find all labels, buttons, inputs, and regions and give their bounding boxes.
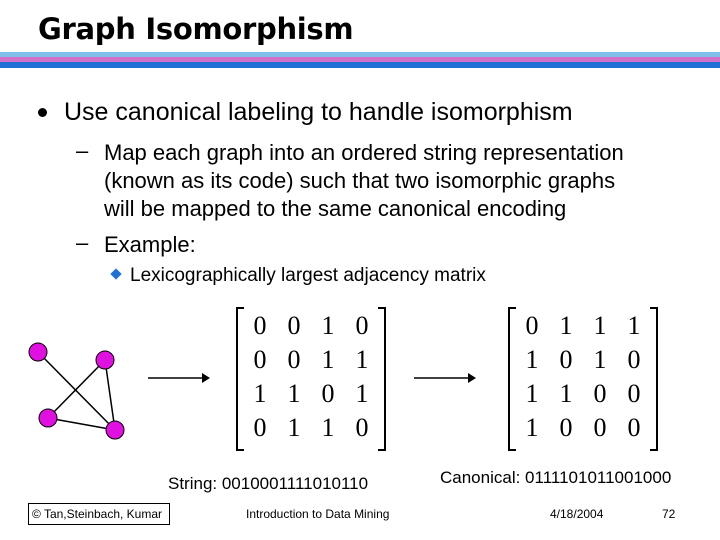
matrix-cell: 0 (593, 379, 607, 408)
graph-edge (48, 360, 105, 418)
dash-1: – (76, 138, 89, 163)
bullet-main-text: Use canonical labeling to handle isomorphism (64, 98, 573, 126)
canonical-code: Canonical: 0111101011001000 (440, 468, 672, 487)
bullet-dot-icon (38, 108, 47, 117)
matrix-cell: 0 (525, 311, 539, 340)
adjacency-matrix-original (236, 307, 386, 447)
graph-edge (105, 360, 115, 430)
dash-2: – (76, 230, 89, 255)
adjacency-matrix-canonical (508, 307, 658, 447)
matrix-cell: 1 (321, 311, 335, 340)
matrix-cell: 0 (559, 345, 573, 374)
matrix-cell: 1 (559, 379, 573, 408)
string-code: String: 0010001111010110 (168, 474, 369, 493)
matrix-bracket-left (236, 307, 244, 451)
footer-date: 4/18/2004 (550, 507, 604, 521)
title-rule-bottom (0, 62, 720, 68)
sub-bullet-1-line-2: (known as its code) such that two isomorphic graphs (104, 168, 616, 193)
matrix-cell: 1 (253, 379, 267, 408)
matrix-cell: 0 (287, 311, 301, 340)
matrix-bracket-right (650, 307, 658, 451)
diamond-bullet-icon (110, 268, 121, 279)
matrix-cell: 0 (559, 413, 573, 442)
matrix-cell: 1 (287, 379, 301, 408)
matrix-bracket-right (378, 307, 386, 451)
matrix-cell: 1 (321, 345, 335, 374)
matrix-cell: 0 (287, 345, 301, 374)
matrix-cell: 0 (627, 345, 641, 374)
matrix-cell: 0 (355, 413, 369, 442)
matrix-cell: 0 (253, 345, 267, 374)
matrix-cell: 0 (321, 379, 335, 408)
arrow-right-icon (148, 370, 210, 386)
footer-page-number: 72 (662, 507, 676, 521)
matrix-cell: 0 (253, 311, 267, 340)
matrix-cell: 1 (287, 413, 301, 442)
matrix-cell: 0 (253, 413, 267, 442)
matrix-cell: 0 (355, 311, 369, 340)
slide-title: Graph Isomorphism (38, 12, 354, 46)
graph-node (39, 409, 57, 427)
matrix-cell: 0 (627, 413, 641, 442)
matrix-cell: 1 (525, 413, 539, 442)
matrix-cell: 1 (593, 311, 607, 340)
footer-authors: © Tan,Steinbach, Kumar (32, 507, 163, 521)
sub-bullet-1-line-3: will be mapped to the same canonical encoding (104, 196, 567, 221)
sub-bullet-2: Example: (104, 232, 196, 257)
graph-diagram (20, 330, 140, 440)
matrix-cell: 1 (355, 345, 369, 374)
matrix-cell: 1 (525, 379, 539, 408)
matrix-cell: 1 (321, 413, 335, 442)
sub-bullet-1-line-1: Map each graph into an ordered string representation (104, 140, 624, 165)
sub-sub-bullet-text: Lexicographically largest adjacency matrix (130, 265, 486, 286)
matrix-cell: 1 (559, 311, 573, 340)
graph-node (106, 421, 124, 439)
matrix-cell: 1 (355, 379, 369, 408)
matrix-cell: 0 (593, 413, 607, 442)
matrix-cell: 1 (525, 345, 539, 374)
matrix-cell: 1 (627, 311, 641, 340)
matrix-bracket-left (508, 307, 516, 451)
graph-node (29, 343, 47, 361)
matrix-cell: 0 (627, 379, 641, 408)
graph-node (96, 351, 114, 369)
matrix-cell: 1 (593, 345, 607, 374)
footer-course: Introduction to Data Mining (246, 507, 390, 521)
arrow-right-icon (414, 370, 476, 386)
